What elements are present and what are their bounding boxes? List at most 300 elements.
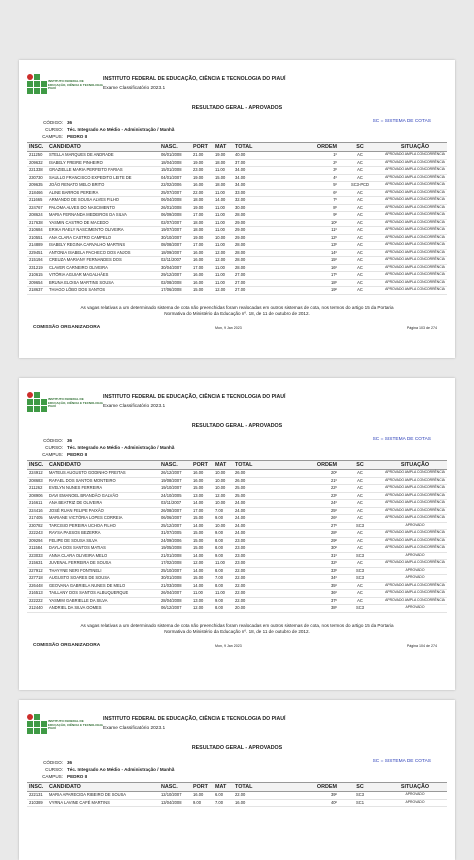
cell-total: 29.00: [235, 219, 246, 225]
cell-candidato: THIAGO LÔBO DOS SANTOS: [49, 287, 106, 292]
cell-nasc: 28/04/2008: [161, 597, 182, 603]
cell-ordem: 4º: [333, 174, 337, 180]
cell-insc: 227912: [29, 567, 43, 573]
cell-insc: 227718: [29, 575, 43, 580]
cell-insc: 208906: [29, 492, 43, 498]
cell-ordem: 10º: [330, 219, 337, 225]
exam-name: Exame Classificatório 2023.1: [103, 86, 166, 91]
curso-line: CURSO: Téc. Integrado Ao Médio - Administração / Manhã: [45, 127, 175, 132]
cell-total: 28.00: [235, 257, 246, 262]
cell-sc: AC: [357, 167, 363, 172]
cell-port: 18.00: [193, 227, 204, 232]
cell-mat: 11.00: [215, 204, 225, 210]
page-number: Página 103 de 274: [406, 325, 437, 330]
cell-insc: 210551: [29, 234, 43, 240]
cell-nasc: 02/07/2007: [161, 219, 182, 225]
cell-sc: AC: [357, 477, 363, 483]
cell-nasc: 21/01/2008: [161, 552, 182, 558]
cell-ordem: 26º: [330, 515, 337, 520]
cell-mat: 11.00: [215, 219, 225, 225]
cell-mat: 12.00: [215, 257, 226, 262]
cell-candidato: ANTONIA ISABELA PACHECO DOS ANJOS: [49, 249, 131, 255]
cell-total: 23.00: [235, 537, 246, 543]
cell-candidato: EVELYN NUNES FERREIRA: [49, 485, 103, 490]
cell-nasc: 06/12/2007: [161, 605, 182, 610]
cell-sc: AC: [357, 272, 363, 277]
cell-total: 24.00: [235, 500, 246, 505]
cell-ordem: 19º: [330, 287, 337, 292]
cell-nasc: 25/12/2007: [161, 522, 182, 528]
cell-candidato: MARIA APARECIDA RIBEIRO DE SOUSA: [49, 792, 127, 797]
cell-mat: 11.00: [215, 272, 225, 277]
cell-situacao: APROVADO AMPLA CONCORRÊNCIA: [385, 257, 445, 261]
cell-port: 18.00: [193, 197, 204, 202]
cell-port: 13.00: [193, 597, 204, 603]
cell-port: 16.00: [193, 272, 204, 277]
codigo-line: CÓDIGO: 36: [43, 438, 73, 443]
cell-total: 26.00: [235, 477, 246, 483]
cell-insc: 224416: [29, 507, 43, 513]
cell-sc: SC3: [356, 575, 364, 580]
cell-total: 22.00: [235, 567, 246, 573]
cell-mat: 15.00: [215, 174, 226, 180]
cell-situacao: APROVADO AMPLA CONCORRÊNCIA: [385, 212, 445, 216]
cell-mat: 10.00: [215, 485, 226, 490]
cell-mat: 9.00: [215, 597, 223, 603]
col-candidato: CANDIDATO: [49, 144, 81, 150]
cell-port: 15.00: [193, 515, 204, 520]
institute-logo: [27, 392, 103, 422]
col-mat: MAT: [215, 462, 227, 468]
col-sc: SC: [356, 144, 364, 150]
cell-ordem: 34º: [330, 575, 337, 580]
cell-candidato: AUGUSTO SOARES DE SOUSA: [49, 575, 110, 580]
cell-port: 13.00: [193, 492, 204, 498]
cell-ordem: 20º: [330, 470, 337, 475]
codigo-line: CÓDIGO: 36: [43, 760, 73, 765]
cell-sc: AC: [357, 545, 363, 550]
cell-nasc: 15/01/2008: [161, 167, 182, 172]
cell-port: 15.00: [193, 545, 204, 550]
cell-sc: AC: [357, 582, 363, 588]
cell-candidato: VYRNA LAVINE CAFÉ MARTINS: [49, 799, 110, 805]
cell-insc: 209632: [29, 159, 43, 165]
cell-ordem: 16º: [330, 264, 337, 270]
cell-total: 24.00: [235, 507, 246, 513]
cell-ordem: 38º: [330, 605, 337, 610]
cell-candidato: DAVI EMANOEL BRANDÃO GALVÃO: [49, 492, 119, 498]
cell-insc: 211250: [29, 152, 43, 157]
cell-mat: 7.00: [215, 799, 223, 805]
cell-insc: 224767: [29, 204, 43, 210]
cell-sc: AC: [357, 159, 363, 165]
cell-sc: AC: [357, 287, 363, 292]
cell-port: 17.00: [193, 264, 204, 270]
cell-nasc: 30/10/2007: [161, 234, 182, 240]
cell-insc: 217638: [29, 219, 43, 225]
cell-total: 27.00: [235, 279, 246, 285]
cell-mat: 10.00: [215, 522, 226, 528]
table-row: [27, 286, 447, 295]
cell-total: 27.00: [235, 287, 246, 292]
cell-insc: 222243: [29, 530, 43, 535]
cell-total: 37.00: [235, 159, 246, 165]
cell-nasc: 25/10/2007: [161, 567, 182, 573]
cell-sc: AC: [357, 227, 363, 232]
cell-nasc: 26/12/2007: [161, 470, 182, 475]
cell-sc: AC: [357, 530, 363, 535]
cell-insc: 211262: [29, 485, 43, 490]
cell-total: 28.00: [235, 212, 246, 217]
cell-ordem: 30º: [330, 545, 337, 550]
cell-candidato: CLAVER CARNEIRO OLIVEIRA: [49, 264, 108, 270]
cell-port: 21.00: [193, 152, 204, 157]
col-port: PORT: [193, 784, 208, 790]
cell-situacao: APROVADO: [405, 799, 425, 804]
cell-candidato: JOÃO RENATO MELO BRITO: [49, 182, 105, 187]
cell-ordem: 29º: [330, 537, 337, 543]
cell-candidato: ARMANDO DE SOUSA ALVES FILHO: [49, 197, 119, 202]
cell-candidato: SAULLO FRANCISCO EXPEDITO LEITE DE: [49, 174, 132, 180]
cell-nasc: 06/09/2008: [161, 212, 182, 217]
cell-mat: 11.00: [215, 212, 225, 217]
cell-mat: 9.00: [215, 552, 223, 558]
cell-ordem: 12º: [330, 234, 337, 240]
sc-legend: SC = SISTEMA DE COTAS: [372, 119, 431, 124]
cell-total: 22.00: [235, 590, 246, 595]
cell-situacao: APROVADO AMPLA CONCORRÊNCIA: [385, 287, 445, 291]
cell-candidato: PALOMA ALVES DO NASCIMENTO: [49, 204, 115, 210]
cell-port: 11.00: [193, 590, 203, 595]
cell-total: 28.00: [235, 242, 246, 247]
cell-mat: 7.00: [215, 575, 223, 580]
cell-situacao: APROVADO AMPLA CONCORRÊNCIA: [385, 597, 445, 602]
cell-port: 23.00: [193, 167, 204, 172]
cell-mat: 11.00: [215, 227, 225, 232]
cell-situacao: APROVADO AMPLA CONCORRÊNCIA: [385, 492, 445, 497]
cell-sc: SC3-PCD: [351, 182, 369, 187]
cell-insc: 217405: [29, 515, 43, 520]
cell-total: 25.00: [235, 492, 246, 498]
cell-total: 32.00: [235, 197, 246, 202]
cell-situacao: APROVADO AMPLA CONCORRÊNCIA: [385, 279, 445, 284]
cell-situacao: APROVADO AMPLA CONCORRÊNCIA: [385, 242, 445, 246]
cell-insc: 211665: [29, 197, 43, 202]
cell-situacao: APROVADO: [405, 792, 425, 796]
cell-ordem: 11º: [331, 227, 337, 232]
cell-ordem: 28º: [330, 530, 337, 535]
col-ordem: ORDEM: [316, 144, 337, 150]
sc-legend: SC = SISTEMA DE COTAS: [372, 437, 431, 442]
cell-insc: 212440: [29, 605, 43, 610]
sc-legend: SC = SISTEMA DE COTAS: [372, 759, 431, 764]
cell-situacao: APROVADO AMPLA CONCORRÊNCIA: [385, 537, 445, 542]
cell-mat: 11.00: [215, 279, 225, 285]
cell-sc: AC: [357, 189, 363, 195]
cell-ordem: 14º: [330, 249, 337, 255]
cell-situacao: APROVADO AMPLA CONCORRÊNCIA: [385, 477, 445, 482]
cell-candidato: STELLA MARQUES DE ANDRADE: [49, 152, 114, 157]
cell-sc: SC3: [356, 605, 364, 610]
cell-port: 16.00: [193, 477, 204, 483]
col-nasc: NASC.: [161, 784, 178, 790]
cell-total: 29.00: [235, 227, 246, 232]
cell-candidato: YASMIM GABRIELLE DA SILVA: [49, 597, 108, 603]
cell-insc: 226448: [29, 582, 43, 588]
exam-name: Exame Classificatório 2023.1: [103, 726, 166, 731]
cell-insc: 211584: [29, 545, 43, 550]
cell-candidato: THAYYNE NERI FONTINELI: [49, 567, 102, 573]
cell-ordem: 8º: [333, 204, 337, 210]
cell-ordem: 24º: [330, 500, 337, 505]
institute-name: INSTITUTO FEDERAL DE EDUCAÇÃO, CIÊNCIA E TECNOLOGIA DO PIAUÍ: [103, 716, 286, 722]
cell-nasc: 03/11/2007: [161, 500, 182, 505]
cell-port: 14.00: [193, 552, 204, 558]
cell-mat: 10.00: [215, 500, 226, 505]
col-ordem: ORDEM: [316, 462, 337, 468]
cell-situacao: APROVADO AMPLA CONCORRÊNCIA: [385, 227, 445, 231]
cell-mat: 8.00: [215, 605, 223, 610]
document-page-3: [19, 700, 455, 860]
cell-situacao: APROVADO AMPLA CONCORRÊNCIA: [385, 174, 445, 179]
cell-nasc: 02/08/2008: [161, 279, 182, 285]
cell-port: 9.00: [193, 799, 201, 805]
cell-nasc: 17/02/2008: [161, 560, 182, 565]
cell-sc: AC: [357, 234, 363, 240]
institute-name: INSTITUTO FEDERAL DE EDUCAÇÃO, CIÊNCIA E TECNOLOGIA DO PIAUÍ: [103, 76, 286, 82]
cell-candidato: ERIKA RAELY NASCIMENTO OLIVEIRA: [49, 227, 124, 232]
cell-ordem: 1º: [333, 152, 337, 157]
cell-candidato: GEOVANA GABRIELA NUNES DE MELO: [49, 582, 126, 588]
cell-ordem: 18º: [330, 279, 337, 285]
cell-sc: AC: [357, 264, 363, 270]
logo-text: INSTITUTO FEDERAL DE EDUCAÇÃO, CIÊNCIA E TECNOLOGIA PIAUÍ: [48, 719, 103, 731]
cell-port: 12.00: [193, 605, 204, 610]
cell-situacao: APROVADO AMPLA CONCORRÊNCIA: [385, 485, 445, 489]
col-situacao: SITUAÇÃO: [400, 144, 430, 150]
cell-total: 30.00: [235, 204, 246, 210]
comissao-label: COMISSÃO ORGANIZADORA: [33, 324, 101, 330]
cell-nasc: 06/06/2007: [161, 515, 182, 520]
cell-mat: 9.00: [215, 515, 223, 520]
cell-nasc: 06/01/2008: [161, 152, 182, 157]
logo-text: INSTITUTO FEDERAL DE EDUCAÇÃO, CIÊNCIA E TECNOLOGIA PIAUÍ: [48, 397, 103, 409]
cell-sc: AC: [357, 204, 363, 210]
page-number: Página 104 de 274: [406, 643, 437, 648]
cell-situacao: APROVADO AMPLA CONCORRÊNCIA: [385, 182, 445, 186]
cell-sc: AC: [357, 279, 363, 285]
cell-candidato: DAYLA DOS SANTOS MATIAS: [49, 545, 106, 550]
cell-total: 34.00: [235, 182, 246, 187]
cell-mat: 8.00: [215, 582, 223, 588]
cell-nasc: 22/02/2006: [161, 182, 182, 187]
curso-line: CURSO: Téc. Integrado Ao Médio - Administração / Manhã: [45, 767, 175, 772]
print-date: Mon, 9 Jan 2023: [215, 325, 242, 330]
cell-mat: 6.00: [215, 792, 223, 797]
cell-ordem: 6º: [333, 189, 337, 195]
institute-logo: [27, 74, 103, 104]
cell-mat: 12.00: [215, 249, 226, 255]
exam-name: Exame Classificatório 2023.1: [103, 404, 166, 409]
cell-candidato: FELIPE DE SOUSA SILVA: [49, 537, 98, 543]
cell-situacao: APROVADO AMPLA CONCORRÊNCIA: [385, 197, 445, 201]
cell-sc: AC: [357, 597, 363, 603]
col-situacao: SITUAÇÃO: [400, 462, 430, 468]
cell-candidato: ANA CLARA CASTRO CAMPELO: [49, 234, 112, 240]
cell-port: 19.00: [193, 174, 204, 180]
cell-total: 22.00: [235, 582, 246, 588]
cell-mat: 8.00: [215, 545, 223, 550]
cell-nasc: 19/10/2007: [161, 485, 182, 490]
cell-sc: SC1: [356, 799, 364, 805]
cell-nasc: 30/01/2008: [161, 575, 182, 580]
table-row: [27, 799, 447, 808]
cell-situacao: APROVADO: [405, 575, 425, 579]
cell-situacao: APROVADO AMPLA CONCORRÊNCIA: [385, 189, 445, 194]
cell-ordem: 3º: [333, 167, 337, 172]
campus-line: CAMPUS: PEDRO II: [42, 452, 88, 457]
cell-mat: 11.00: [215, 590, 225, 595]
cell-situacao: APROVADO AMPLA CONCORRÊNCIA: [385, 560, 445, 564]
cell-ordem: 25º: [330, 507, 337, 513]
cell-insc: 208683: [29, 477, 43, 483]
cell-mat: 11.00: [215, 189, 225, 195]
cell-candidato: ISABELY FREIRE PINHEIRO: [49, 159, 103, 165]
col-nasc: NASC.: [161, 144, 178, 150]
cell-candidato: MARIA FERNANDA MEDEIROS DA SILVA: [49, 212, 127, 217]
col-port: PORT: [193, 462, 208, 468]
logo-text: INSTITUTO FEDERAL DE EDUCAÇÃO, CIÊNCIA E TECNOLOGIA PIAUÍ: [48, 79, 103, 91]
cell-total: 22.00: [235, 575, 246, 580]
cell-insc: 214889: [29, 242, 43, 247]
cell-insc: 221338: [29, 167, 43, 172]
cell-insc: 230782: [29, 522, 43, 528]
comissao-label: COMISSÃO ORGANIZADORA: [33, 642, 101, 648]
cell-total: 24.00: [235, 522, 246, 528]
cell-insc: 215194: [29, 257, 43, 262]
cell-sc: AC: [357, 500, 363, 505]
cell-nasc: 02/11/2007: [161, 257, 182, 262]
curso-line: CURSO: Téc. Integrado Ao Médio - Administração / Manhã: [45, 445, 175, 450]
cell-ordem: 13º: [330, 242, 337, 247]
cell-mat: 11.00: [215, 167, 225, 172]
cell-ordem: 35º: [330, 582, 337, 588]
cell-ordem: 22º: [330, 485, 337, 490]
cell-port: 14.00: [193, 500, 204, 505]
cell-total: 24.00: [235, 515, 246, 520]
cell-insc: 218466: [29, 189, 43, 195]
cell-situacao: APROVADO AMPLA CONCORRÊNCIA: [385, 507, 445, 512]
cell-candidato: TAILLANY DOS SANTOS ALBUQUERQUE: [49, 590, 129, 595]
cell-port: 14.00: [193, 582, 204, 588]
cell-nasc: 04/01/2007: [161, 174, 182, 180]
cell-nasc: 25/07/2007: [161, 189, 182, 195]
col-sc: SC: [356, 784, 364, 790]
cell-ordem: 5º: [333, 182, 337, 187]
cell-sc: AC: [357, 249, 363, 255]
cell-situacao: APROVADO AMPLA CONCORRÊNCIA: [385, 264, 445, 269]
cell-nasc: 18/09/2007: [161, 249, 182, 255]
cell-nasc: 26/08/2007: [161, 507, 182, 513]
institute-name: INSTITUTO FEDERAL DE EDUCAÇÃO, CIÊNCIA E TECNOLOGIA DO PIAUÍ: [103, 394, 286, 400]
cell-sc: AC: [357, 590, 363, 595]
cell-insc: 231219: [29, 264, 43, 270]
cell-ordem: 9º: [333, 212, 337, 217]
cell-port: 18.00: [193, 219, 204, 225]
cell-ordem: 31º: [330, 552, 337, 558]
cell-nasc: 12/10/2007: [161, 792, 182, 797]
cell-insc: 216513: [29, 590, 43, 595]
cell-candidato: ANNA CLARA OLIVEIRA MELO: [49, 552, 108, 558]
cell-ordem: 40º: [330, 799, 337, 805]
cell-situacao: APROVADO AMPLA CONCORRÊNCIA: [385, 167, 445, 171]
col-insc: INSC.: [29, 144, 44, 150]
cell-nasc: 29/12/2007: [161, 272, 182, 277]
cell-ordem: 15º: [330, 257, 337, 262]
document-page-2: [19, 378, 455, 690]
col-candidato: CANDIDATO: [49, 784, 81, 790]
cell-candidato: YASMIN CASTRO DE MACEDO: [49, 219, 109, 225]
cell-situacao: APROVADO: [405, 522, 425, 527]
col-insc: INSC.: [29, 462, 44, 468]
cell-candidato: ALINE BARROS PEREIRA: [49, 189, 99, 195]
cell-mat: 10.00: [215, 234, 226, 240]
col-mat: MAT: [215, 784, 227, 790]
institute-logo: [27, 714, 103, 744]
cell-ordem: 27º: [330, 522, 337, 528]
col-total: TOTAL: [235, 144, 253, 150]
cell-situacao: APROVADO AMPLA CONCORRÊNCIA: [385, 234, 445, 239]
cell-mat: 8.00: [215, 537, 223, 543]
cell-situacao: APROVADO: [405, 552, 425, 557]
cell-situacao: APROVADO: [405, 567, 425, 572]
cell-port: 14.00: [193, 567, 204, 573]
cell-candidato: ANA BEATRIZ DE OLIVEIRA: [49, 500, 103, 505]
cell-mat: 8.00: [215, 567, 223, 573]
cell-situacao: APROVADO AMPLA CONCORRÊNCIA: [385, 545, 445, 549]
cell-port: 12.00: [193, 560, 204, 565]
cell-ordem: 17º: [330, 272, 337, 277]
cell-total: 27.00: [235, 272, 246, 277]
cell-situacao: APROVADO AMPLA CONCORRÊNCIA: [385, 582, 445, 587]
cell-situacao: APROVADO AMPLA CONCORRÊNCIA: [385, 249, 445, 254]
cell-insc: 223033: [29, 552, 43, 558]
cell-mat: 10.00: [215, 470, 226, 475]
cell-nasc: 18/04/2008: [161, 159, 182, 165]
table-row: [27, 604, 447, 613]
cell-mat: 12.00: [215, 287, 226, 292]
cell-total: 34.00: [235, 167, 246, 172]
cell-total: 33.00: [235, 189, 246, 195]
cell-port: 15.00: [193, 530, 204, 535]
cell-candidato: CREUZA MARIANY FERNANDES DOS: [49, 257, 122, 262]
cell-total: 34.00: [235, 174, 246, 180]
cell-ordem: 2º: [333, 159, 337, 165]
cell-total: 25.00: [235, 485, 246, 490]
cell-mat: 18.00: [215, 182, 226, 187]
cell-nasc: 26/01/2008: [161, 204, 182, 210]
cell-sc: AC: [357, 560, 363, 565]
cell-candidato: GRAZIELLE MARIA PERFEITO FARIAS: [49, 167, 123, 172]
cell-port: 16.00: [193, 792, 204, 797]
cell-total: 20.00: [235, 605, 246, 610]
cell-total: 28.00: [235, 264, 246, 270]
cell-insc: 209654: [29, 279, 43, 285]
cell-situacao: APROVADO AMPLA CONCORRÊNCIA: [385, 530, 445, 534]
cell-mat: 11.00: [215, 560, 225, 565]
cell-port: 15.00: [193, 537, 204, 543]
print-date: Mon, 9 Jan 2023: [215, 643, 242, 648]
